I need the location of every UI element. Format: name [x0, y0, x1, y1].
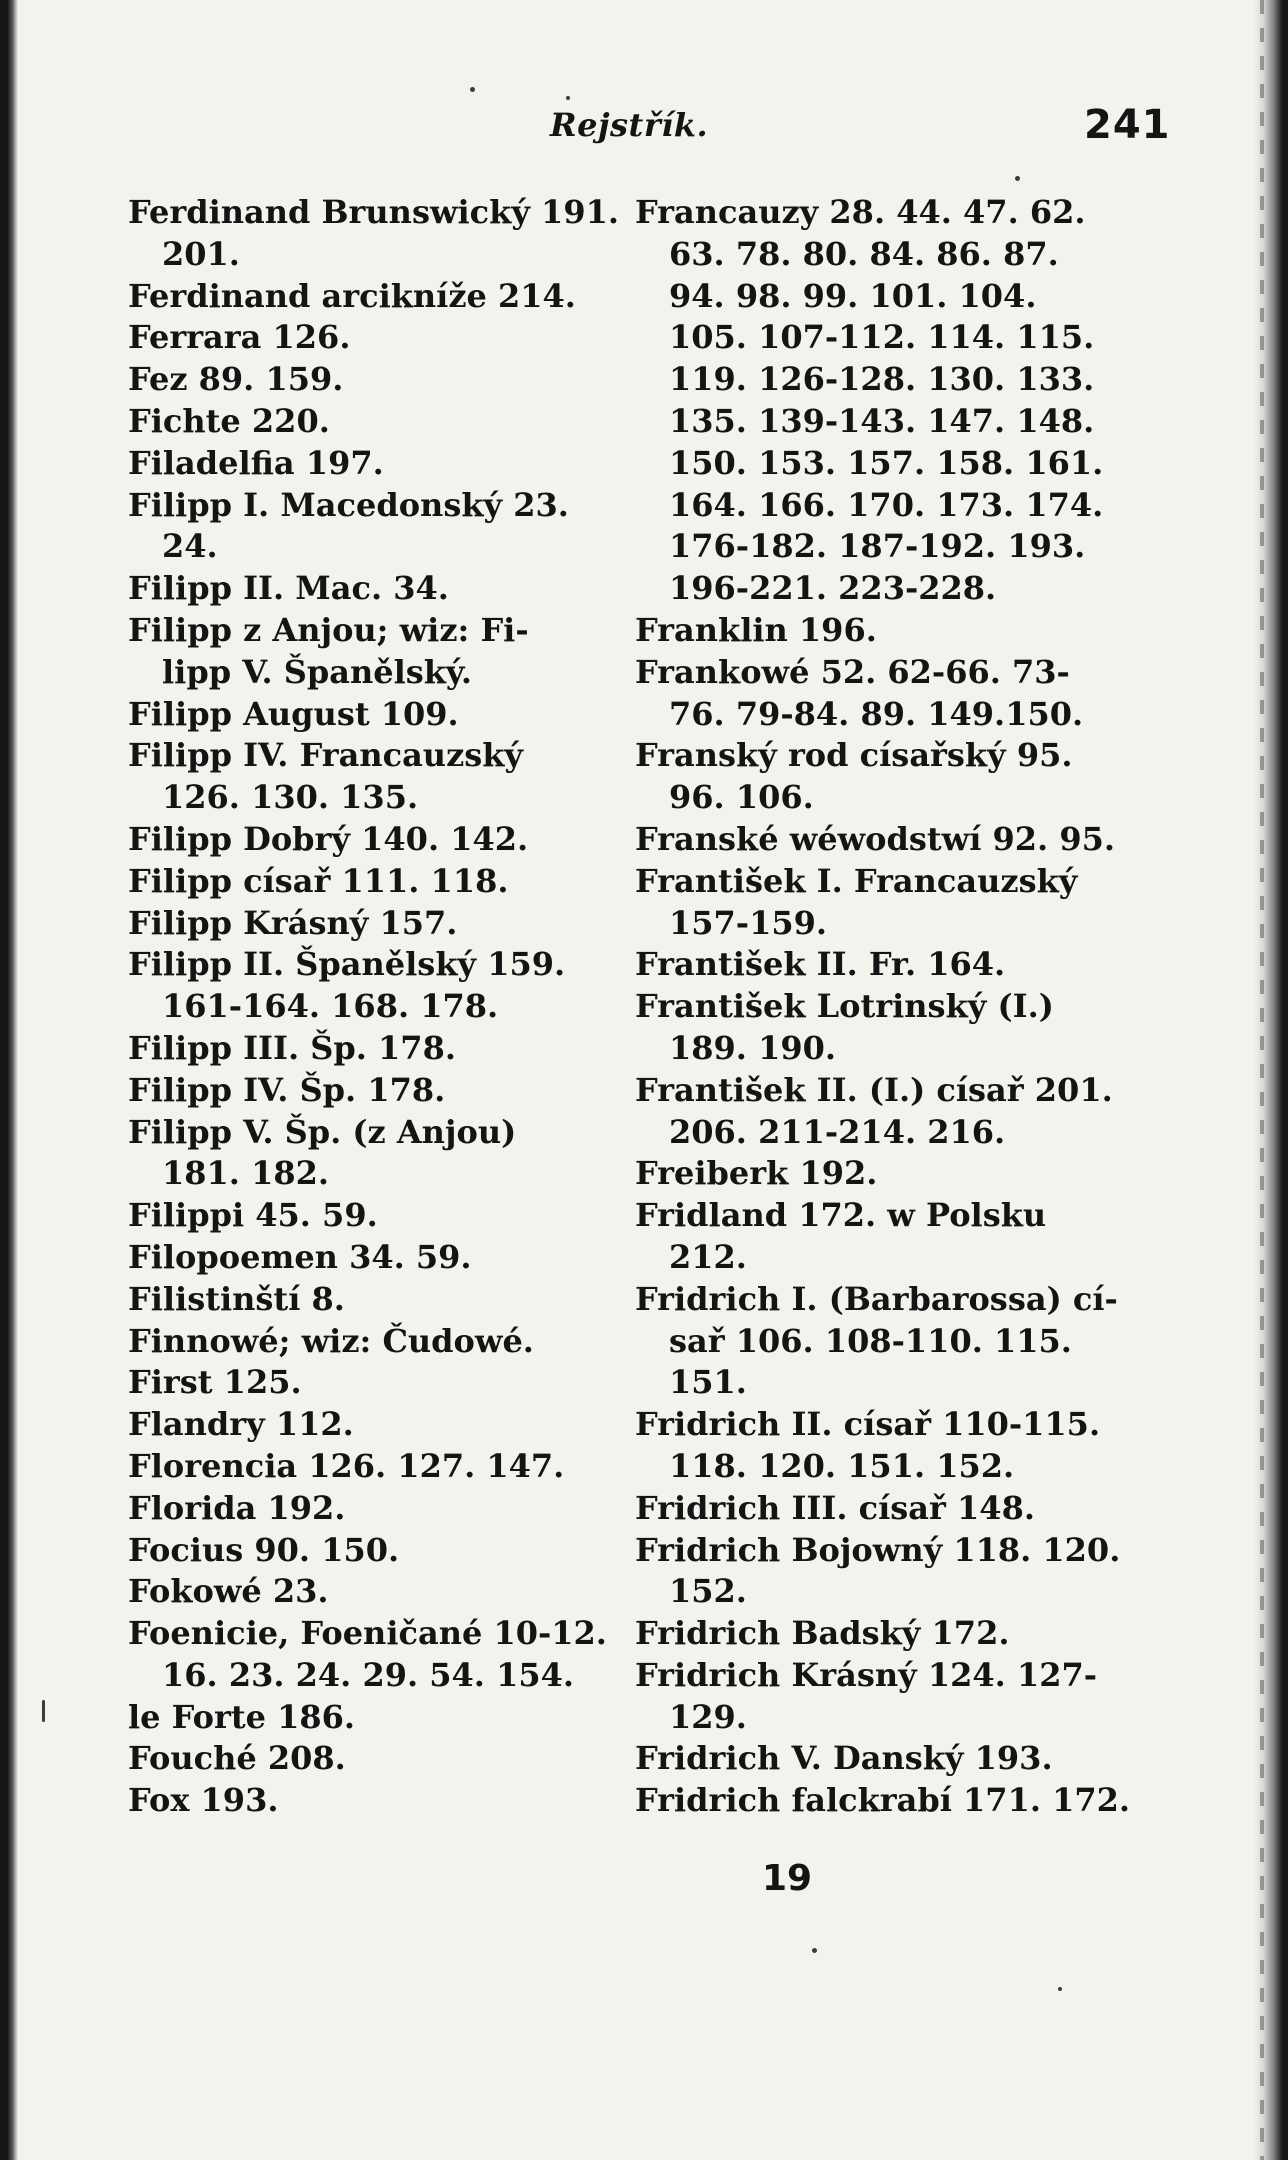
right-index-entry-line: Franský rod císařský 95.: [635, 736, 1073, 775]
left-index-entry-line: 24.: [162, 527, 218, 566]
left-index-entry-line: Florencia 126. 127. 147.: [128, 1446, 565, 1485]
left-index-entry-line: Filippi 45. 59.: [128, 1196, 378, 1235]
right-index-entry-line: 129.: [669, 1697, 747, 1736]
left-index-entry-line: Filistinští 8.: [128, 1279, 345, 1318]
right-index-entry-line: 189. 190.: [669, 1028, 837, 1067]
right-index-entry-line: 118. 120. 151. 152.: [669, 1446, 1015, 1485]
right-index-entry-line: Franklin 196.: [635, 610, 877, 649]
right-index-entry-line: 76. 79-84. 89. 149.150.: [669, 694, 1084, 733]
index-left-column: [128, 192, 619, 1822]
right-index-entry-line: 157-159.: [669, 903, 828, 942]
left-index-entry-line: Filadelfia 197.: [128, 443, 384, 482]
left-index-entry-line: le Forte 186.: [128, 1697, 356, 1736]
right-index-entry-line: Frankowé 52. 62-66. 73-: [635, 652, 1070, 691]
right-index-entry-line: Freiberk 192.: [635, 1154, 878, 1193]
left-index-entry-line: Filipp Dobrý 140. 142.: [128, 819, 529, 858]
right-index-entry-line: Fridrich I. (Barbarossa) cí-: [635, 1279, 1118, 1318]
left-index-entry-line: Filipp IV. Šp. 178.: [128, 1070, 446, 1109]
running-title: Rejstřík.: [550, 106, 709, 144]
binding-shadow: [0, 0, 18, 2160]
right-index-entry-line: Fridrich Bojowný 118. 120.: [635, 1530, 1121, 1569]
right-index-entry-line: 196-221. 223-228.: [669, 569, 997, 608]
right-index-entry-line: František II. Fr. 164.: [635, 945, 1006, 984]
right-index-entry-line: Fridrich Krásný 124. 127-: [635, 1655, 1098, 1694]
scan-speck: [42, 1700, 45, 1722]
left-index-entry-line: Filipp IV. Francauzský: [128, 736, 524, 775]
left-index-entry-line: Flandry 112.: [128, 1405, 354, 1444]
left-index-entry-line: 181. 182.: [162, 1154, 330, 1193]
left-index-entry-line: 161-164. 168. 178.: [162, 987, 499, 1026]
page-number: 241: [1084, 102, 1171, 148]
left-index-entry-line: Filipp z Anjou; wiz: Fi-: [128, 610, 529, 649]
right-index-entry-line: 96. 106.: [669, 778, 814, 817]
left-index-entry-line: Fokowé 23.: [128, 1572, 329, 1611]
right-index-entry-line: 152.: [669, 1572, 747, 1611]
left-index-entry-line: Fouché 208.: [128, 1739, 346, 1778]
left-index-entry-line: Ferdinand Brunswický 191.: [128, 193, 619, 231]
left-index-entry-line: Filipp Krásný 157.: [128, 903, 458, 942]
left-index-entry-line: 16. 23. 24. 29. 54. 154.: [162, 1655, 574, 1694]
left-index-entry-line: lipp V. Španělský.: [162, 652, 472, 691]
right-index-entry-line: Fridland 172. w Polsku: [635, 1196, 1047, 1235]
left-index-entry-line: Filipp August 109.: [128, 694, 459, 733]
scan-speck: [470, 87, 475, 92]
right-index-entry-line: Francauzy 28. 44. 47. 62.: [635, 193, 1086, 231]
right-index-entry-line: 212.: [669, 1237, 747, 1276]
right-index-entry-line: František I. Francauzský: [635, 861, 1078, 900]
index-right-column: [635, 192, 1135, 1822]
page-edge: [1254, 0, 1288, 2160]
left-index-entry-line: First 125.: [128, 1363, 302, 1402]
right-index-entry-line: František II. (I.) císař 201.: [635, 1070, 1113, 1109]
left-index-entry-line: Focius 90. 150.: [128, 1530, 400, 1569]
right-index-entry-line: sař 106. 108-110. 115.: [669, 1321, 1072, 1360]
right-index-entry-line: 105. 107-112. 114. 115.: [669, 318, 1095, 357]
signature-mark: 19: [762, 1858, 813, 1899]
right-index-entry-line: František Lotrinský (I.): [635, 987, 1054, 1026]
left-index-entry-line: Filipp V. Šp. (z Anjou): [128, 1112, 517, 1151]
right-index-entry-line: 151.: [669, 1363, 747, 1402]
left-index-entry-line: Fez 89. 159.: [128, 360, 344, 399]
right-index-entry-line: Fridrich V. Danský 193.: [635, 1739, 1053, 1778]
left-index-entry-line: 126. 130. 135.: [162, 778, 419, 817]
right-index-entry-line: 63. 78. 80. 84. 86. 87.: [669, 234, 1059, 273]
index-columns: [128, 192, 1131, 1842]
left-index-entry-line: 201.: [162, 234, 240, 273]
right-index-entry-line: 150. 153. 157. 158. 161.: [669, 443, 1104, 482]
right-index-entry-line: 164. 166. 170. 173. 174.: [669, 485, 1104, 524]
left-index-entry-line: Filopoemen 34. 59.: [128, 1237, 472, 1276]
right-index-entry-line: Fridrich Badský 172.: [635, 1614, 1010, 1653]
right-index-entry-line: Fridrich falckrabí 171. 172.: [635, 1781, 1131, 1820]
right-index-entry-line: Fridrich III. císař 148.: [635, 1488, 1035, 1527]
left-index-entry-line: Foenicie, Foeničané 10-12.: [128, 1614, 607, 1653]
left-index-entry-line: Filipp I. Macedonský 23.: [128, 485, 569, 524]
left-index-entry-line: Florida 192.: [128, 1488, 346, 1527]
page-header: [0, 102, 1288, 156]
left-index-entry-line: Fox 193.: [128, 1781, 279, 1820]
right-index-entry-line: Fridrich II. císař 110-115.: [635, 1405, 1101, 1444]
right-index-entry-line: Franské wéwodstwí 92. 95.: [635, 819, 1115, 858]
left-index-entry-line: Filipp III. Šp. 178.: [128, 1028, 456, 1067]
right-index-entry-line: 206. 211-214. 216.: [669, 1112, 1006, 1151]
scan-speck: [1015, 176, 1020, 181]
right-index-entry-line: 135. 139-143. 147. 148.: [669, 401, 1095, 440]
left-index-entry-line: Ferrara 126.: [128, 318, 351, 357]
right-index-entry-line: 94. 98. 99. 101. 104.: [669, 276, 1037, 315]
left-index-entry-line: Fichte 220.: [128, 401, 330, 440]
left-index-entry-line: Filipp II. Mac. 34.: [128, 569, 449, 608]
left-index-entry-line: Filipp císař 111. 118.: [128, 861, 509, 900]
scan-speck: [1058, 1987, 1062, 1991]
left-index-entry-line: Ferdinand arcikníže 214.: [128, 276, 576, 315]
scan-speck: [566, 96, 570, 100]
scan-speck: [812, 1948, 817, 1953]
right-index-entry-line: 176-182. 187-192. 193.: [669, 527, 1086, 566]
left-index-entry-line: Finnowé; wiz: Čudowé.: [128, 1321, 534, 1360]
right-index-entry-line: 119. 126-128. 130. 133.: [669, 360, 1095, 399]
left-index-entry-line: Filipp II. Španělský 159.: [128, 945, 566, 984]
